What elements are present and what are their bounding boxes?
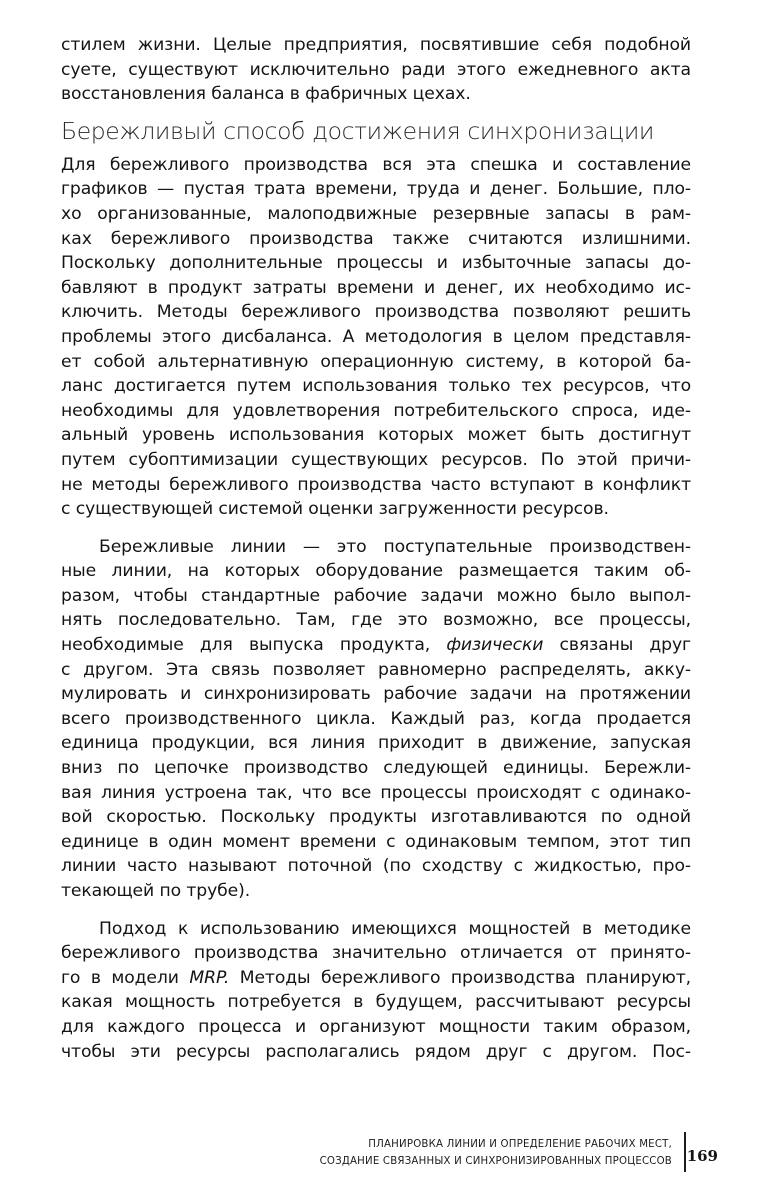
italic-word: физически	[446, 635, 544, 656]
text-line: необходимы для удовлетворения потребительского спроса, иде-	[61, 400, 691, 421]
text-fragment: необходимые для выпуска продукта,	[61, 635, 447, 656]
text-line: Для бережливого производства вся эта спешка и составление	[61, 154, 691, 175]
text-line: с другом. Эта связь позволяет равномерно распределять, акку-	[61, 659, 691, 680]
text-line: стилем жизни. Целые предприятия, посвятившие себя подобной	[61, 35, 691, 55]
text-fragment: Методы бережливого производства планируют,	[229, 967, 691, 988]
paragraph-2	[61, 535, 691, 904]
text-line: хо организованные, малоподвижные резервные запасы в рам-	[61, 203, 691, 224]
text-line: ках бережливого производства также считаются излишними.	[61, 228, 691, 249]
text-line: Подход к использованию имеющихся мощностей в методике	[99, 918, 691, 939]
text-line-with-italic	[61, 966, 691, 991]
text-line: бережливого производства значительно отличается от принято-	[61, 943, 691, 964]
paragraph-3	[61, 917, 691, 1065]
text-line: графиков — пустая трата времени, труда и денег. Большие, пло-	[61, 179, 691, 200]
footer-divider	[684, 1132, 686, 1172]
text-line: с существующей системой оценки загруженности ресурсов.	[61, 499, 609, 520]
text-line-with-italic	[61, 633, 691, 658]
page-number: 169	[686, 1147, 718, 1165]
text-line: Бережливые линии — это поступательные производствен-	[99, 536, 691, 557]
text-line: какая мощность потребуется в будущем, рассчитывают ресурсы	[61, 992, 691, 1013]
footer-line: СОЗДАНИЕ СВЯЗАННЫХ И СИНХРОНИЗИРОВАННЫХ ПРОЦЕССОВ	[319, 1156, 672, 1167]
text-line: текающей по трубе).	[61, 881, 251, 901]
text-line: для каждого процесса и организуют мощности таким образом,	[61, 1016, 691, 1037]
text-line: не методы бережливого производства часто вступают в конфликт	[61, 474, 691, 495]
text-line: вой скоростью. Поскольку продукты изготавливаются по одной	[61, 807, 691, 828]
text-line: бавляют в продукт затраты времени и денег, их необходимо ис-	[61, 277, 691, 298]
text-line: разом, чтобы стандартные рабочие задачи можно было выпол-	[61, 585, 691, 606]
text-line: восстановления баланса в фабричных цехах.	[61, 84, 471, 105]
text-line: единице в один момент времени с одинаковым темпом, этот тип	[61, 831, 691, 852]
paragraph-1	[61, 153, 691, 522]
text-line: линии часто называют поточной (по сходству с жидкостью, про-	[61, 856, 691, 877]
text-line: нять последовательно. Там, где это возможно, все процессы,	[61, 610, 691, 631]
italic-word: MRP.	[189, 967, 230, 988]
text-line: единица продукции, вся линия приходит в движение, запуская	[61, 733, 691, 754]
text-fragment: связаны друг	[543, 635, 691, 656]
section-heading: Бережливый способ достижения синхронизации	[61, 116, 654, 145]
text-line: ланс достигается путем использования только тех ресурсов, что	[61, 376, 691, 397]
text-line: Поскольку дополнительные процессы и избыточные запасы до-	[61, 253, 691, 274]
text-line: всего производственного цикла. Каждый раз, когда продается	[61, 708, 691, 729]
text-line: суете, существуют исключительно ради этого ежедневного акта	[61, 59, 691, 80]
text-line: альный уровень использования которых может быть достигнут	[61, 425, 691, 446]
page-content	[61, 33, 691, 1064]
running-footer	[320, 1136, 672, 1170]
text-line: путем субоптимизации существующих ресурсов. По этой причи-	[61, 449, 691, 470]
text-line: вниз по цепочке производство следующей единицы. Бережли-	[61, 758, 691, 779]
text-fragment: го в модели	[61, 967, 190, 988]
text-line: вая линия устроена так, что все процессы происходят с одинако-	[61, 782, 691, 803]
footer-line: ПЛАНИРОВКА ЛИНИИ И ОПРЕДЕЛЕНИЕ РАБОЧИХ МЕСТ,	[368, 1139, 672, 1150]
text-line: ключить. Методы бережливого производства позволяют решить	[61, 302, 691, 323]
text-line: ные линии, на которых оборудование размещается таким об-	[61, 561, 691, 582]
text-line: мулировать и синхронизировать рабочие задачи на протяжении	[61, 684, 691, 705]
text-line: чтобы эти ресурсы располагались рядом друг с другом. Пос-	[61, 1041, 691, 1062]
intro-paragraph	[61, 33, 691, 107]
text-line: ет собой альтернативную операционную систему, в которой ба-	[61, 351, 691, 372]
page-footer	[280, 1130, 740, 1178]
text-line: проблемы этого дисбаланса. А методология в целом представля-	[61, 326, 691, 347]
